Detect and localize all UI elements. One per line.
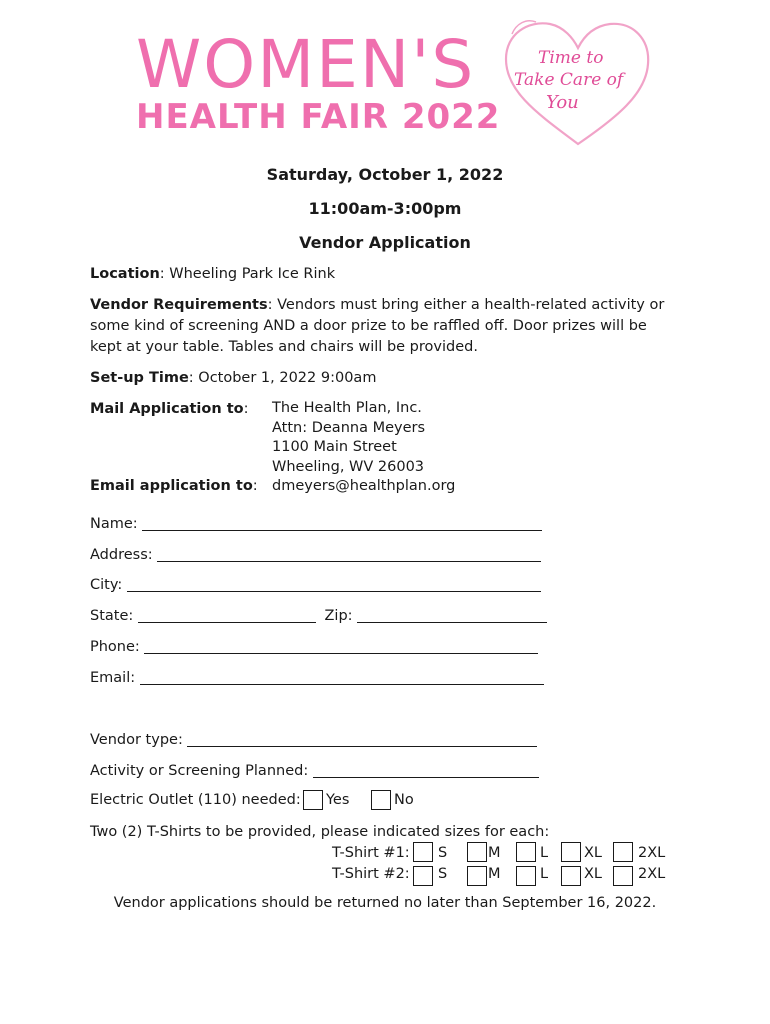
womens-health-fair-logo xyxy=(136,22,656,152)
state-label: State: xyxy=(90,608,134,624)
address-line-2: Attn: Deanna Meyers xyxy=(272,419,426,436)
address-line-4: Wheeling, WV 26003 xyxy=(272,458,425,475)
tshirt-1-2xl-label: 2XL xyxy=(638,845,666,861)
location-label: Location xyxy=(90,266,160,282)
tshirt-2-label: T-Shirt #2: xyxy=(332,866,410,882)
address-row xyxy=(90,545,541,563)
tshirt-1-xl-label: XL xyxy=(584,845,603,861)
mail-label-row xyxy=(90,399,249,420)
tshirt-1-s-checkbox[interactable] xyxy=(413,842,433,862)
tshirt-2-l-label: L xyxy=(540,866,549,882)
electric-yes-label: Yes xyxy=(326,792,350,808)
vendor-type-row xyxy=(90,730,537,748)
name-label: Name: xyxy=(90,516,138,532)
city-label: City: xyxy=(90,577,123,593)
email-colon: : xyxy=(252,478,258,494)
tshirt-1-2xl-checkbox[interactable] xyxy=(613,842,633,862)
name-field[interactable] xyxy=(142,514,542,531)
tshirt-1-l-checkbox[interactable] xyxy=(516,842,536,862)
activity-row xyxy=(90,761,539,779)
email-row xyxy=(90,668,544,686)
tshirt-2-s-label: S xyxy=(438,866,448,882)
electric-yes-checkbox[interactable] xyxy=(303,790,323,810)
activity-field[interactable] xyxy=(313,761,539,778)
heart-line-2: Take Care of xyxy=(514,70,624,90)
electric-label: Electric Outlet (110) needed: xyxy=(90,792,301,808)
tshirts-intro: Two (2) T-Shirts to be provided, please indicated sizes for each: xyxy=(90,824,550,840)
setup-label: Set-up Time xyxy=(90,370,189,386)
email-label-row xyxy=(90,476,258,497)
location-info xyxy=(90,264,335,285)
phone-row xyxy=(90,637,538,655)
zip-label: Zip: xyxy=(324,608,353,624)
tshirt-1-m-label: M xyxy=(488,845,501,861)
tshirt-2-xl-label: XL xyxy=(584,866,603,882)
zip-field[interactable] xyxy=(357,606,547,623)
tshirt-2-2xl-label: 2XL xyxy=(638,866,666,882)
tshirt-1-xl-checkbox[interactable] xyxy=(561,842,581,862)
requirements-line-2: some kind of screening AND a door prize to be raffled off. Door prizes will be xyxy=(90,318,647,334)
tshirt-1-s-label: S xyxy=(438,845,448,861)
vendor-requirements xyxy=(90,295,670,358)
tshirt-2-xl-checkbox[interactable] xyxy=(561,866,581,886)
tshirt-1-m-checkbox[interactable] xyxy=(467,842,487,862)
activity-label: Activity or Screening Planned: xyxy=(90,763,309,779)
phone-label: Phone: xyxy=(90,639,140,655)
event-time: 11:00am-3:00pm xyxy=(308,199,462,218)
logo-title: WOMEN'S xyxy=(136,26,476,103)
tshirt-2-m-checkbox[interactable] xyxy=(467,866,487,886)
tshirt-2-2xl-checkbox[interactable] xyxy=(613,866,633,886)
mailing-address xyxy=(272,399,425,477)
requirements-line-3: kept at your table. Tables and chairs will be provided. xyxy=(90,339,478,355)
deadline-note: Vendor applications should be returned no later than September 16, 2022. xyxy=(113,895,657,911)
city-row xyxy=(90,575,541,593)
mail-colon: : xyxy=(243,401,249,417)
tshirt-2-m-label: M xyxy=(488,866,501,882)
city-field[interactable] xyxy=(127,575,541,592)
heart-line-1: Time to xyxy=(538,48,604,68)
address-line-1: The Health Plan, Inc. xyxy=(272,400,422,416)
email-field[interactable] xyxy=(140,668,544,685)
mail-label: Mail Application to xyxy=(90,401,244,417)
vendor-type-label: Vendor type: xyxy=(90,732,183,748)
requirements-line-1: : Vendors must bring either a health-related activity or xyxy=(267,297,665,313)
tshirt-1-label: T-Shirt #1: xyxy=(332,845,410,861)
email-field-label: Email: xyxy=(90,670,136,686)
tshirt-2-s-checkbox[interactable] xyxy=(413,866,433,886)
tshirt-1-l-label: L xyxy=(540,845,549,861)
page-title: Vendor Application xyxy=(299,233,471,252)
electric-no-label: No xyxy=(394,792,414,808)
contact-email: dmeyers@healthplan.org xyxy=(272,478,456,494)
setup-value: : October 1, 2022 9:00am xyxy=(188,370,377,386)
address-line-3: 1100 Main Street xyxy=(272,439,397,455)
heart-line-3: You xyxy=(546,92,579,113)
requirements-label: Vendor Requirements xyxy=(90,297,268,313)
logo-subtitle: HEALTH FAIR 2022 xyxy=(136,97,501,137)
state-zip-row xyxy=(90,606,547,624)
electric-no-checkbox[interactable] xyxy=(371,790,391,810)
name-row xyxy=(90,514,542,532)
event-date: Saturday, October 1, 2022 xyxy=(266,165,504,184)
tshirt-2-l-checkbox[interactable] xyxy=(516,866,536,886)
vendor-type-field[interactable] xyxy=(187,730,537,747)
phone-field[interactable] xyxy=(144,637,538,654)
state-field[interactable] xyxy=(138,606,316,623)
location-value: : Wheeling Park Ice Rink xyxy=(159,266,336,282)
email-label: Email application to xyxy=(90,478,253,494)
setup-time xyxy=(90,368,376,389)
address-label: Address: xyxy=(90,547,153,563)
address-field[interactable] xyxy=(157,545,541,562)
